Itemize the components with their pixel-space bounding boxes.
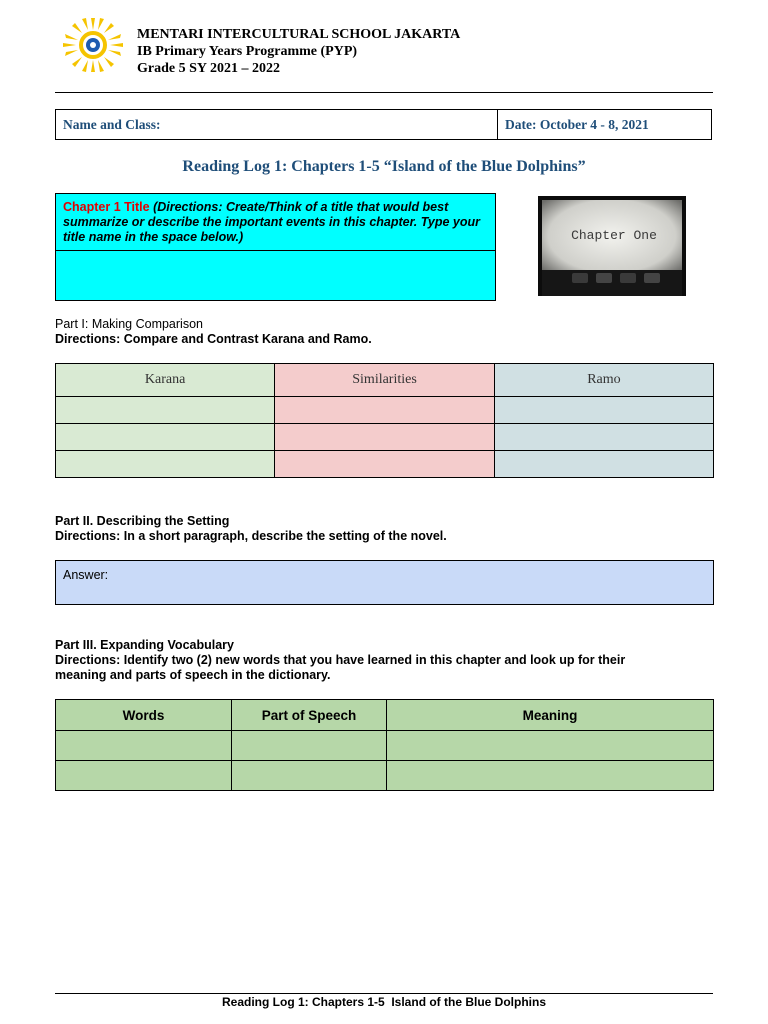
- part3-directions-line2: meaning and parts of speech in the dictionary.: [55, 668, 331, 682]
- word-cell[interactable]: [56, 761, 232, 791]
- part3-heading-block: [55, 638, 625, 683]
- column-header-karana: Karana: [56, 364, 275, 397]
- part2-heading: Part II. Describing the Setting: [55, 514, 230, 528]
- chapter-title-box: [55, 193, 496, 301]
- school-name: MENTARI INTERCULTURAL SCHOOL JAKARTA: [137, 27, 461, 42]
- part1-heading-block: [55, 317, 372, 347]
- column-header-similarities: Similarities: [275, 364, 495, 397]
- chapter-title-answer-field[interactable]: [56, 251, 495, 299]
- part1-heading: Part I: Making Comparison: [55, 317, 203, 331]
- part-of-speech-cell[interactable]: [232, 731, 387, 761]
- column-header-words: Words: [56, 700, 232, 731]
- karana-cell[interactable]: [56, 451, 275, 478]
- ramo-cell[interactable]: [494, 424, 713, 451]
- part1-directions: Directions: Compare and Contrast Karana and Ramo.: [55, 332, 372, 346]
- name-class-label: Name and Class:: [63, 116, 161, 132]
- header-divider: [55, 92, 713, 93]
- table-row: [56, 397, 714, 424]
- chapter-title-label: Chapter 1 Title: [63, 200, 150, 214]
- column-header-ramo: Ramo: [494, 364, 713, 397]
- grade-year: Grade 5 SY 2021 – 2022: [137, 61, 280, 76]
- table-row: [56, 451, 714, 478]
- name-date-box: [55, 109, 712, 140]
- meaning-cell[interactable]: [387, 761, 714, 791]
- vocabulary-table: [55, 699, 714, 791]
- column-header-part-of-speech: Part of Speech: [232, 700, 387, 731]
- table-row: [56, 731, 714, 761]
- ramo-cell[interactable]: [494, 397, 713, 424]
- similarities-cell[interactable]: [275, 397, 495, 424]
- meaning-cell[interactable]: [387, 731, 714, 761]
- setting-answer-box[interactable]: [55, 560, 714, 605]
- column-header-meaning: Meaning: [387, 700, 714, 731]
- similarities-cell[interactable]: [275, 424, 495, 451]
- similarities-cell[interactable]: [275, 451, 495, 478]
- programme-name: IB Primary Years Programme (PYP): [137, 44, 358, 59]
- karana-cell[interactable]: [56, 424, 275, 451]
- part-of-speech-cell[interactable]: [232, 761, 387, 791]
- ramo-cell[interactable]: [494, 451, 713, 478]
- vocabulary-header-row: [56, 700, 714, 731]
- chapter-directions-text: (Directions: Create/Think of a title that would best summarize or describe the important events in this chapter. Type your title name in the space below.): [63, 200, 481, 244]
- chapter-one-image: [538, 196, 686, 296]
- comparison-header-row: [56, 364, 714, 397]
- footer-divider: [55, 993, 713, 994]
- date-label: Date: October 4 - 8, 2021: [505, 116, 649, 132]
- page-title: Reading Log 1: Chapters 1-5 “Island of the Blue Dolphins”: [182, 158, 586, 175]
- page-footer: Reading Log 1: Chapters 1-5 Island of the Blue Dolphins: [221, 995, 547, 1009]
- date-field: [498, 110, 711, 139]
- part2-directions: Directions: In a short paragraph, describe the setting of the novel.: [55, 529, 447, 543]
- word-cell[interactable]: [56, 731, 232, 761]
- karana-cell[interactable]: [56, 397, 275, 424]
- part2-heading-block: [55, 514, 447, 544]
- answer-label: Answer:: [63, 568, 109, 582]
- comparison-table: [55, 363, 714, 478]
- chapter-title-directions: [56, 194, 495, 251]
- part3-directions-line1: Directions: Identify two (2) new words that you have learned in this chapter and look up for their: [55, 653, 626, 667]
- name-class-field[interactable]: [56, 110, 498, 139]
- sun-logo-icon: [60, 16, 126, 74]
- table-row: [56, 761, 714, 791]
- table-row: [56, 424, 714, 451]
- chapter-image-text: Chapter One: [571, 228, 657, 243]
- school-header: [137, 26, 460, 77]
- part3-heading: Part III. Expanding Vocabulary: [55, 638, 234, 652]
